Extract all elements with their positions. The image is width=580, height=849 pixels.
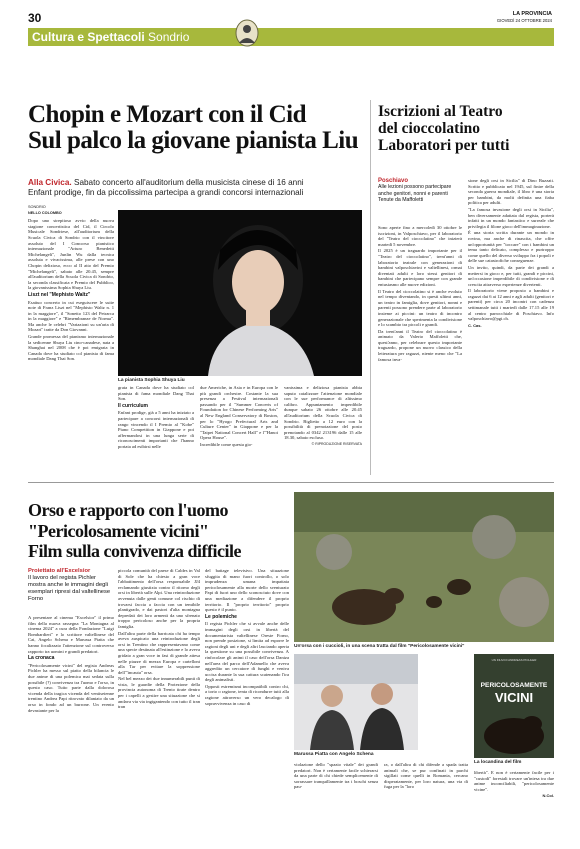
article1-credit: © RIPRODUZIONE RISERVATA (311, 441, 362, 446)
article3-col3-p3: Opposti estremismi incompatibili contro chi, a torto o ragione, tenta di ricondurre tutti alla ragione attraverso un vero decalogo di sopravvivenza in caso di (205, 683, 289, 706)
film-poster (474, 654, 554, 758)
article3-column-3 (205, 568, 289, 707)
article2-title (378, 103, 509, 154)
article3-col4-p1: violazione dello "spazio vitale" dei grandi predatori. Non è certamente facile schierarsi da una parte di chi chiede semplicemente di sorrassare tranquillamente tra i boschi senza pau- (294, 762, 378, 790)
article1-deck-line2: Enfant prodige, fin da piccolissima partecipa a grandi concorsi internazionali (28, 188, 304, 197)
page-number: 30 (28, 11, 42, 25)
article3-col6-p1: libertà". E non è certamente facile per i "custodi" forestali trovare un'intesa tra due anime inconciliabili, "pericolosamente vicine". (474, 770, 554, 792)
article1-col1-p1: Dopo uno strepitoso avvio della nuova stagione concertistica del Cid, il Circolo Musicale Sondriese, all'auditorium della Scuola Civica di Sondrio con il vincitore assoluto del I Concorso pianistico internazionale "Arturo Benedetti Michelangeli", Junlin Wu dalla tecnica assoluta e vivacissima, alle prese con uno Chopin delizioso, ecco al II atto del Premio "Michelangeli", sabato alle 20.45, sempre all'auditorium della Scuola Civica di Sondrio, la seconda classificata e Premio del Pubblico, la giovanissima Sophia Shuya Liu. (28, 218, 114, 291)
section-label: Cultura e Spettacoli (32, 30, 145, 44)
article3-title-line1: Orso e rapporto con l'uomo (28, 500, 228, 520)
article2-colA-p2: Il 2025 è un traguardo importante per il "Teatro del cioccolatino", trent'anni di laboratorio teatrale con generazioni di bambini valposchiavini e valtellinesi, ormai diventati adulti e loro stessi genitori di bambini che partecipano sempre con grande entusiasmo alle nuove edizioni. (378, 248, 462, 287)
people-photo (294, 654, 418, 750)
article2-column-b (468, 178, 554, 328)
article2-title-line2: del cioccolatino (378, 120, 481, 137)
poster-title: PERICOLOSAMENTE (480, 682, 548, 689)
article2-sign: C. Cas. (468, 322, 482, 328)
article1-col4-p1: vanissima e deliziosa pianista abbia saputo catalizzare l'attenzione mondiale con le sue performance di altissimo calibro. Appuntamento imperdibile dunque sabato 26 ottobre alle 20.45 all'auditorium della Scuola Civica di Sondrio. Biglietto a 12 euro con la possibilità di prenotazione del posto prenotando al 0342 213196 dalle 15 alle 18.30, sabato escluso. (284, 385, 362, 441)
article3-column-1 (28, 615, 114, 714)
bears-photo (294, 492, 554, 642)
section-title (32, 30, 189, 44)
article3-col3-p2: Il regista Pichler che si avvale anche delle immagini degli orsi in libertà del documentarista valtellinese Oreste Forno, non prende posizione, si limita ad esporre le ragioni degli uni e degli altri lasciando aperta la questione su una possibile convivenza. A rinfocolare gli animi il caso dell'orsa Daniza nell'area del parco dell'Adamello che aveva aggredito un cercatore di funghi e veniva uccisa durante la sua cattura scatenando l'ira degli animalisti. (205, 621, 289, 683)
poster-title-2: VICINI (494, 690, 534, 705)
horizontal-divider (28, 482, 554, 483)
article1-author: NELLO COLOMBO (28, 210, 62, 215)
article3-deck (28, 568, 114, 603)
article1-column-2 (118, 385, 194, 451)
article1-col3-p1: due Americhe, in Asia e in Europa con le più grandi orchestre. Costante la sua presenza a Festival internazionali passando per il "Summer Concerts of Foundation for Chinese Performing Arts" al New England Conservatory di Boston, per lo "Hyogo Prefectural Arts and Culture Center" in Giappone e per la "Taipei National Concert Hall" e l'"Hanoi Opera House". (200, 385, 278, 441)
article3-title-line3: Film sulla convivenza difficile (28, 541, 241, 561)
section-city: Sondrio (148, 30, 190, 44)
article2-title-line3: Laboratori per tutti (378, 137, 510, 154)
article1-col2-p1: grata in Canada dove ha studiato col pianista di fama mondiale Dang Thai Son. (118, 385, 194, 402)
article2-column-a (378, 225, 462, 363)
bears-photo-caption: Un'orsa con i cuccioli, in una scena tratta dal film "Pericolosamente vicini" (294, 644, 465, 649)
article1-col2-sub: Il curriculum (118, 402, 149, 409)
article2-colA-p3: Il Teatro del cioccolatino si è anche evoluto nel tempo diventando, in questi ultimi anni, un teatro in famiglia, dove genitori, nonni e parenti possono prendere parte al laboratorio insieme ai piccini: un teatro di incontro generazionale che sperimenta la condivisione e lo scambio tra piccoli e grandi. (378, 288, 462, 328)
article3-title-line2: "Pericolosamente vicini" (28, 520, 209, 541)
article2-deck-text: Alle lezioni possono partecipare anche genitori, nonni e parenti (378, 184, 452, 197)
article1-title (28, 102, 358, 154)
article3-column-2 (118, 568, 200, 711)
article1-title-line2: Sul palco la giovane pianista Liu (28, 127, 359, 154)
article2-colB-p4: Un invito, quindi, da parte dei grandi a mettersi in gioco e, per tutti, grandi e piccini, un'occasione imperdibile di condivisione e di crescita attraverso esperienze divertenti. (468, 264, 554, 287)
article2-colB-p2: "La famosa invasione degli orsi in Sicilia", ben diversamente adattata dal regista, porterà infatti in un mondo fantastico e surreale che privilegia il filone gioco dell'immaginazione. (468, 206, 554, 229)
article3-col1-p1: A presentare al cinema "Excelsior" il primo film della nuova rassegna "La Montagna al cinema 2024" a cura della Fondazione "Luigi Bombardieri" e lo scrittore valtellinese del Cai, Angelo Schena e Marussa Piatta che hanno focalizzato l'attenzione sul controverso rapporto tra uomini e grandi predatori. (28, 615, 114, 654)
article2-deck-text2: Tenute da Maffoletti (378, 197, 424, 204)
vignette-portrait-icon (235, 19, 259, 47)
article1-kicker: Alla Civica. (28, 178, 72, 187)
article1-deck-line1: Sabato concerto all'auditorium della musicista cinese di 16 anni (73, 178, 304, 187)
article2-colB-p3: È una storia scritta durante un mondo in rovina, ma anche di rinascita, che offre un'opportunità per "toccare" con i bambini un tema tanto delicato, complesso e purtroppo come quello del diverso sviluppo fra i popoli e delle sue catastrofiche conseguenze. (468, 230, 554, 264)
article1-col2-p2: Enfant prodige, già a 5 anni ha iniziato a partecipare a concorsi internazionali di rango vincendo il I Premio al "Kobe" Piano Competition in Giappone e poi affermandosi in una lunga serie di riconoscimenti importanti che l'hanno portata ad esibirsi nelle (118, 410, 194, 449)
article3-column-6 (474, 770, 554, 799)
article3-col1-p2: "Pericolosamente vicini" del regista Andreas Pichler ha messo sul piatto della bilancia le due anime di una polemica mai sedata sulla possibile (?) convivenza tra l'uomo e l'orso, in questo caso. Tutto parte dalla dolorosa vicenda della tragica vicenda del ventiseienne trentino Andrea Papi ritrovato dilaniato da un orso in fondo ad un burrone. Un evento devastante per la (28, 662, 114, 713)
article3-col5-p1: ra, o dall'altra di chi difende a spada tratta animali che, se pur confinati in parchi sigillati come quelli in Romania, cercano disperatamente, per loro natura, una via di fuga per la "loro (384, 762, 468, 790)
article3-col3-p1: del battage televisivo. Una situazione sfuggita di mano fuori controllo, o solo imprudenza umana impattata pericolosamente alla morte dello sventurato Papi di fuori uno dello sconosciuto dove con una mediazione a difendere il proprio territorio. Il "proprio territorio" proprio questo è il punto. (205, 568, 289, 613)
poster-small-text: UN FILM DI ANDREAS PICHLER (491, 658, 537, 662)
article1-deck (28, 178, 388, 198)
article3-column-4 (294, 762, 378, 791)
pianist-photo-caption: La pianista Sophia Shuya Liu (118, 378, 185, 383)
article2-colB-p1: sione degli orsi in Sicilia" di Dino Buzzati. Scritto e pubblicato nel 1945, sul finire della seconda guerra mondiale, il libro è una storia per bambini, da molti definita una fiaba politica per adulti. (468, 178, 554, 206)
article3-col3-sub: Le polemiche (205, 613, 237, 620)
article3-col2-p3: Nel bel mezzo dei due innumerabili punti di vista, le guardie della Protezione della provincia autonoma di Trento tirate dentro per i capelli a gestire una situazione che si andava via via ingigantendo con tutto il tran tran (118, 676, 200, 710)
article3-column-5 (384, 762, 468, 791)
article2-colB-p5: Il laboratorio viene proposto a bambini e ragazzi dai 6 ai 12 anni e agli adulti (genitori e parenti) per circa 20 incontri con cadenza settimanale tutti i martedì dalle 17.15 alle 19 al centro parrocchiale di Poschiavo. Info valposchiavo@pgi.ch. (468, 288, 554, 322)
article3-col1-sub: La cronaca (28, 655, 55, 662)
article1-column-1 (28, 205, 114, 363)
poster-caption: La locandina del film (474, 760, 522, 765)
article1-place: SONDRIO (28, 205, 46, 209)
paper-name: LA PROVINCIA (512, 11, 552, 17)
article3-col2-p2: Dall'altra parte della barricata chi ha tempo aveva auspicato una reintroduzione degli orsi in Trentino che rappresentavano come una specie destinata all'estinzione e lo aveva gridato a gran voce in fasi di grande attesa nelle piazze di mezza Europa e cartelloni alla Tar per evitare la soppressione dell'"incauta" orsa. (118, 630, 200, 675)
article2-colA-p4: Da trent'anni il Teatro del cioccolatino è animato da Valerio Maffoletti che, quest'anno, per celebrare questo importante traguardo, propone un nuovo classico della letteratura per ragazzi, niente meno che "La famosa inva- (378, 328, 462, 362)
article3-col2-p1: piccola comunità del paese di Caldes in Val di Sole che ha chiesto a gran voce l'abbattimento dell'orsa responsabile JJ4 reclamando giustizia contro il ritorno degli orsi in libertà sulle Alpi. Una reintroduzione avvenuta dalle genti comune col rischio di trovarsi faccia a faccia con un temibile plantigrado, e dai pastori d'alta montagna depredati dei loro armenti da uno sfrenato troppo pericoloso anche per la propria famiglia. (118, 568, 200, 629)
article1-col1-sub: Liszt nel "Mephisto Waltz" (28, 291, 91, 298)
article3-title (28, 500, 241, 562)
article2-deck (378, 178, 464, 204)
article1-title-line1: Chopin e Mozart con il Cid (28, 101, 306, 128)
article1-col1-p2: Esattuo concerto in cui eseguiscere le suite note di Franz Liszt nel "Mephisto Waltz n. 1 in la maggiore", il "Sonetto 123 del Petrarca in la maggiore" e "Rimembranze de Norma". Ma anche le celebri "Variazioni su un'aria di Mozart" tratte da Don Giovanni. (28, 299, 114, 333)
article2-colA-p1: Sono aperte fino a mercoledì 30 ottobre le iscrizioni, in Valposchiavo, per il laboratorio del "Teatro del cioccolatino" che inizierà martedì 5 novembre. (378, 225, 462, 247)
vertical-divider (370, 100, 371, 475)
article1-col3-p2: Incredibile come questa gio- (200, 441, 253, 447)
article2-place: Poschiavo (378, 178, 409, 184)
people-photo-caption: Marussa Piatta con Angelo Schena (294, 752, 374, 757)
issue-date: GIOVEDÌ 24 OTTOBRE 2024 (496, 18, 552, 23)
article3-deck-text: Il lavoro del regista Pichler mostra anche le immagini degli esemplari ripresi dal valtellinese Forno (28, 575, 111, 602)
article3-kicker: Proiettato all'Excelsior (28, 568, 91, 574)
article1-col1-p3: Grande promessa del pianismo internazionale la sedicenne Shuya Liu cino-canadese, nata a Shanghai nel 2008 che è poi emigrata in Canada dove ha studiato col pianista di fama mondiale Dang Thai Son. (28, 334, 114, 362)
article1-column-3 (200, 385, 278, 449)
pianist-photo (118, 210, 362, 376)
article3-sign: N.Col. (542, 793, 554, 799)
article2-title-line1: Iscrizioni al Teatro (378, 103, 503, 120)
article1-column-4 (284, 385, 362, 448)
